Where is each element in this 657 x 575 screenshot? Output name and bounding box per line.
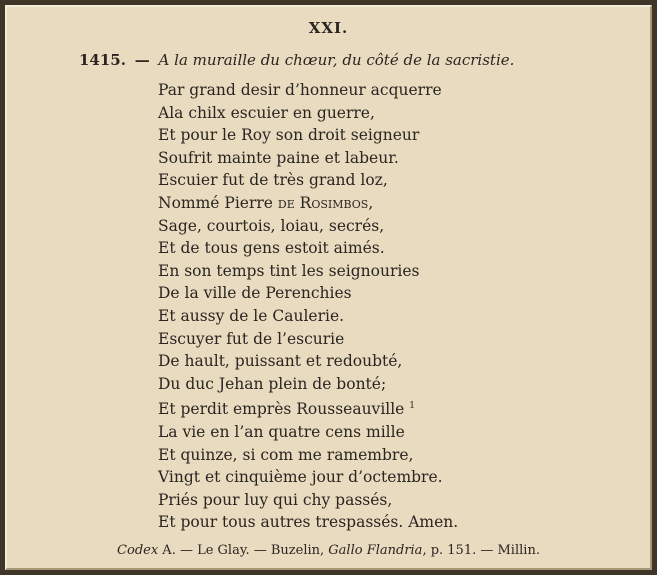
- entry-location: A la muraille du chœur, du côté de la sacristie.: [158, 51, 515, 69]
- verse-text: Nommé Pierre: [158, 193, 278, 212]
- verse-smallcaps-name: de Rosimbos: [277, 193, 369, 212]
- verse-line: Du duc Jehan plein de bonté;: [158, 374, 387, 393]
- verse-line: Et pour tous autres trespassés. Amen.: [158, 513, 459, 532]
- verse-line: Par grand desir d’honneur acquerre: [158, 81, 442, 99]
- entry-heading: [79, 51, 514, 69]
- document-page: [5, 5, 652, 570]
- verse-line: Et aussy de le Caulerie.: [158, 306, 345, 325]
- verse-line: Escuier fut de très grand loz,: [158, 171, 388, 190]
- epitaph-verse: [158, 79, 458, 534]
- verse-line: Soufrit mainte paine et labeur.: [158, 148, 399, 167]
- verse-line: Escuyer fut de l’escurie: [158, 329, 345, 348]
- section-number: XXI.: [308, 19, 349, 37]
- verse-line: [158, 192, 458, 215]
- verse-line: De la ville de Perenchies: [158, 284, 352, 303]
- verse-line: Sage, courtois, loiau, secrés,: [158, 216, 385, 235]
- verse-line: Ala chilx escuier en guerre,: [158, 103, 375, 122]
- verse-line: Vingt et cinquième jour d’octembre.: [158, 468, 443, 487]
- citation-codex: Codex: [117, 543, 159, 558]
- verse-line: De hault, puissant et redoubté,: [158, 352, 403, 371]
- entry-year: 1415.: [79, 51, 126, 69]
- source-citation: [7, 543, 650, 558]
- verse-line: En son temps tint les seignouries: [158, 261, 420, 280]
- verse-line: [158, 395, 458, 421]
- footnote-marker: 1: [409, 401, 416, 412]
- verse-line: Et quinze, si com me ramembre,: [158, 445, 414, 464]
- citation-end: , p. 151. — Millin.: [422, 543, 540, 558]
- verse-line: Et pour le Roy son droit seigneur: [158, 126, 420, 145]
- verse-line: Priés pour luy qui chy passés,: [158, 490, 393, 509]
- entry-dash: —: [134, 51, 150, 69]
- citation-gallo-flandria: Gallo Flandria: [328, 543, 423, 558]
- verse-text: Et perdit emprès Rousseauville: [158, 400, 410, 419]
- verse-text: ,: [368, 193, 374, 212]
- citation-text: A. — Le Glay. — Buzelin,: [158, 543, 329, 558]
- verse-line: La vie en l’an quatre cens mille: [158, 422, 405, 441]
- verse-line: Et de tous gens estoit aimés.: [158, 239, 385, 258]
